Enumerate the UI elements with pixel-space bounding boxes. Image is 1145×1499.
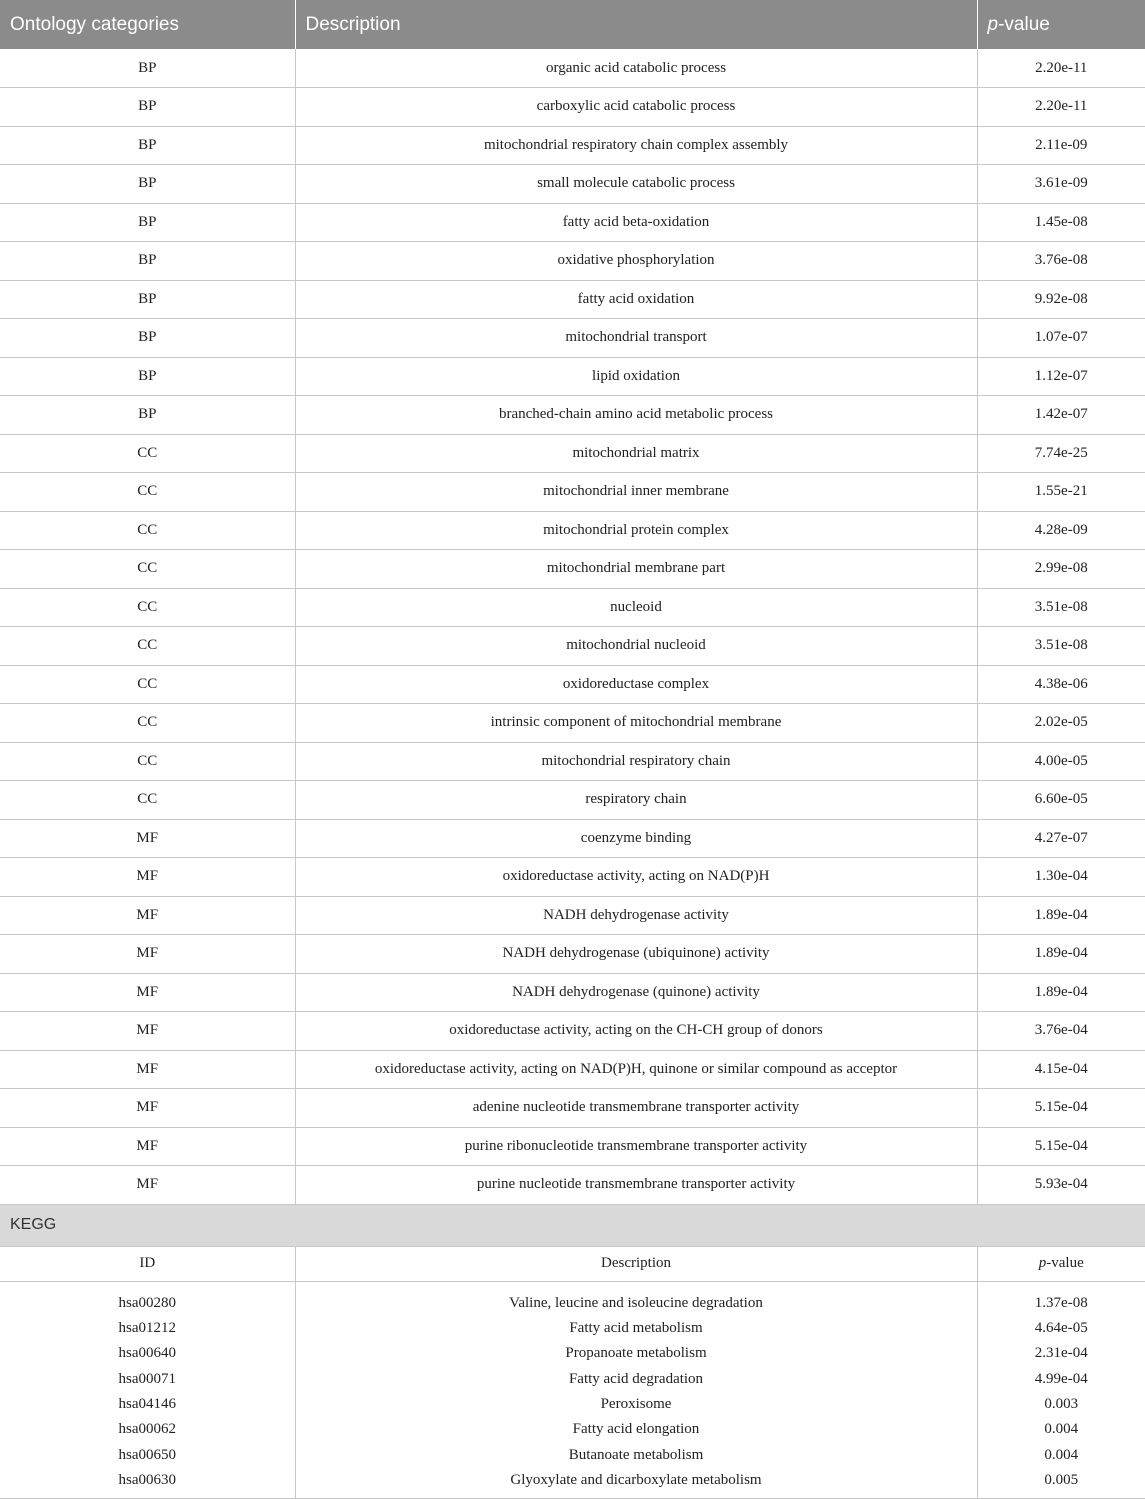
kegg-row (0, 1316, 1145, 1341)
table-row (0, 357, 1145, 396)
p-value-cell: 3.76e-04 (977, 1012, 1145, 1051)
p-value-cell: 3.51e-08 (977, 627, 1145, 666)
table-row (0, 550, 1145, 589)
p-value-cell: 1.07e-07 (977, 319, 1145, 358)
category-cell: BP (0, 126, 295, 165)
description-cell: mitochondrial inner membrane (295, 473, 977, 512)
kegg-id-cell: hsa04146 (0, 1392, 295, 1417)
description-cell: intrinsic component of mitochondrial membrane (295, 704, 977, 743)
category-cell: MF (0, 896, 295, 935)
description-cell: NADH dehydrogenase (ubiquinone) activity (295, 935, 977, 974)
category-cell: MF (0, 1127, 295, 1166)
p-value-cell: 6.60e-05 (977, 781, 1145, 820)
table-row (0, 896, 1145, 935)
kegg-row (0, 1442, 1145, 1467)
kegg-p-value-cell: 0.003 (1044, 1396, 1079, 1413)
category-cell: CC (0, 434, 295, 473)
kegg-description-cell: Fatty acid elongation (295, 1417, 977, 1442)
table-row (0, 203, 1145, 242)
kegg-p-value-cell: 0.005 (977, 1468, 1145, 1499)
kegg-p-value-cell: 4.99e-04 (1034, 1370, 1088, 1387)
category-cell: CC (0, 473, 295, 512)
category-cell: BP (0, 203, 295, 242)
kegg-id-cell: hsa00650 (0, 1442, 295, 1467)
category-cell: BP (0, 165, 295, 204)
category-cell: BP (0, 88, 295, 127)
category-cell: BP (0, 242, 295, 281)
p-value-cell: 1.89e-04 (977, 973, 1145, 1012)
category-cell: BP (0, 49, 295, 88)
category-cell: CC (0, 704, 295, 743)
table-row (0, 396, 1145, 435)
description-cell: coenzyme binding (295, 819, 977, 858)
kegg-description-cell: Peroxisome (295, 1392, 977, 1417)
description-cell: oxidoreductase complex (295, 665, 977, 704)
p-value-cell: 1.55e-21 (977, 473, 1145, 512)
kegg-description-cell: Fatty acid degradation (295, 1367, 977, 1392)
category-cell: MF (0, 1166, 295, 1205)
table-row (0, 1089, 1145, 1128)
table-row (0, 627, 1145, 666)
table-row (0, 742, 1145, 781)
header-row (0, 0, 1145, 49)
category-cell: MF (0, 1089, 295, 1128)
table-row (0, 88, 1145, 127)
table-row (0, 165, 1145, 204)
p-value-cell: 1.45e-08 (977, 203, 1145, 242)
category-cell: CC (0, 742, 295, 781)
kegg-description-cell: Glyoxylate and dicarboxylate metabolism (295, 1468, 977, 1499)
p-value-cell: 2.20e-11 (977, 49, 1145, 88)
kegg-description-cell: Butanoate metabolism (295, 1442, 977, 1467)
table-row (0, 280, 1145, 319)
description-cell: oxidoreductase activity, acting on NAD(P)H (295, 858, 977, 897)
category-cell: BP (0, 357, 295, 396)
kegg-description-cell: Fatty acid metabolism (295, 1316, 977, 1341)
kegg-rows-body (0, 1281, 1145, 1499)
kegg-header-description: Description (295, 1246, 977, 1281)
p-value-cell: 4.00e-05 (977, 742, 1145, 781)
kegg-header-row (0, 1246, 1145, 1281)
table-row (0, 858, 1145, 897)
header-p-letter: p (987, 13, 999, 35)
p-value-cell: 5.15e-04 (977, 1089, 1145, 1128)
kegg-row (0, 1468, 1145, 1499)
description-cell: nucleoid (295, 588, 977, 627)
category-cell: CC (0, 511, 295, 550)
description-cell: fatty acid beta-oxidation (295, 203, 977, 242)
kegg-header-p-suffix: -value (1046, 1255, 1084, 1271)
kegg-row (0, 1281, 1145, 1316)
p-value-cell: 5.93e-04 (977, 1166, 1145, 1205)
table-row (0, 473, 1145, 512)
table-row (0, 1127, 1145, 1166)
p-value-cell: 3.61e-09 (977, 165, 1145, 204)
description-cell: respiratory chain (295, 781, 977, 820)
kegg-description-cell: Propanoate metabolism (295, 1341, 977, 1366)
kegg-row (0, 1392, 1145, 1417)
kegg-row (0, 1367, 1145, 1392)
description-cell: mitochondrial protein complex (295, 511, 977, 550)
go-table-body (0, 49, 1145, 1204)
header-p-suffix: -value (998, 13, 1050, 35)
kegg-id-cell: hsa00280 (0, 1281, 295, 1316)
p-value-cell: 3.76e-08 (977, 242, 1145, 281)
p-value-cell: 1.30e-04 (977, 858, 1145, 897)
p-value-cell: 4.15e-04 (977, 1050, 1145, 1089)
kegg-id-cell: hsa00062 (0, 1417, 295, 1442)
p-value-cell: 2.20e-11 (977, 88, 1145, 127)
table-row (0, 1050, 1145, 1089)
table-row (0, 511, 1145, 550)
table-row (0, 665, 1145, 704)
category-cell: CC (0, 588, 295, 627)
kegg-row (0, 1341, 1145, 1366)
kegg-id-cell: hsa01212 (0, 1316, 295, 1341)
kegg-p-value-cell: 1.37e-08 (1034, 1295, 1088, 1312)
kegg-p-value-cell: 0.004 (1044, 1421, 1079, 1438)
kegg-section-label: KEGG (0, 1204, 1145, 1246)
table-row (0, 242, 1145, 281)
kegg-table-body (0, 1204, 1145, 1281)
p-value-cell: 1.42e-07 (977, 396, 1145, 435)
description-cell: NADH dehydrogenase activity (295, 896, 977, 935)
description-cell: mitochondrial nucleoid (295, 627, 977, 666)
table-row (0, 49, 1145, 88)
p-value-cell: 4.27e-07 (977, 819, 1145, 858)
p-value-cell: 5.15e-04 (977, 1127, 1145, 1166)
description-cell: mitochondrial membrane part (295, 550, 977, 589)
table-row (0, 434, 1145, 473)
p-value-cell: 4.28e-09 (977, 511, 1145, 550)
description-cell: small molecule catabolic process (295, 165, 977, 204)
p-value-cell: 7.74e-25 (977, 434, 1145, 473)
kegg-id-cell: hsa00630 (0, 1468, 295, 1499)
p-value-cell: 4.38e-06 (977, 665, 1145, 704)
description-cell: fatty acid oxidation (295, 280, 977, 319)
table-row (0, 819, 1145, 858)
description-cell: adenine nucleotide transmembrane transporter activity (295, 1089, 977, 1128)
p-value-cell: 2.11e-09 (977, 126, 1145, 165)
kegg-section-row (0, 1204, 1145, 1246)
description-cell: carboxylic acid catabolic process (295, 88, 977, 127)
category-cell: MF (0, 858, 295, 897)
kegg-id-cell: hsa00640 (0, 1341, 295, 1366)
table-row (0, 935, 1145, 974)
category-cell: MF (0, 973, 295, 1012)
header-p-value (977, 0, 1145, 49)
description-cell: purine ribonucleotide transmembrane transporter activity (295, 1127, 977, 1166)
kegg-description-cell: Valine, leucine and isoleucine degradation (295, 1281, 977, 1316)
header-ontology-categories: Ontology categories (0, 0, 295, 49)
category-cell: MF (0, 1050, 295, 1089)
p-value-cell: 1.89e-04 (977, 896, 1145, 935)
description-cell: branched-chain amino acid metabolic process (295, 396, 977, 435)
kegg-id-cell: hsa00071 (0, 1367, 295, 1392)
table-row (0, 319, 1145, 358)
header-description: Description (295, 0, 977, 49)
kegg-p-value-cell: 4.64e-05 (1034, 1320, 1088, 1337)
kegg-p-value-cell: 0.004 (1044, 1446, 1079, 1463)
table-row (0, 704, 1145, 743)
p-value-cell: 2.02e-05 (977, 704, 1145, 743)
kegg-p-value-cell: 2.31e-04 (1034, 1345, 1088, 1362)
category-cell: CC (0, 781, 295, 820)
category-cell: MF (0, 1012, 295, 1051)
category-cell: BP (0, 396, 295, 435)
table-row (0, 1166, 1145, 1205)
category-cell: BP (0, 280, 295, 319)
table-row (0, 973, 1145, 1012)
kegg-header-p-value (977, 1246, 1145, 1281)
kegg-header-p-letter: p (1038, 1255, 1047, 1271)
category-cell: BP (0, 319, 295, 358)
table-row (0, 126, 1145, 165)
category-cell: CC (0, 550, 295, 589)
description-cell: lipid oxidation (295, 357, 977, 396)
table-row (0, 588, 1145, 627)
description-cell: mitochondrial respiratory chain complex assembly (295, 126, 977, 165)
p-value-cell: 1.12e-07 (977, 357, 1145, 396)
description-cell: oxidoreductase activity, acting on NAD(P)H, quinone or similar compound as acceptor (295, 1050, 977, 1089)
p-value-cell: 9.92e-08 (977, 280, 1145, 319)
description-cell: oxidoreductase activity, acting on the CH-CH group of donors (295, 1012, 977, 1051)
category-cell: CC (0, 665, 295, 704)
description-cell: mitochondrial matrix (295, 434, 977, 473)
kegg-row (0, 1417, 1145, 1442)
description-cell: oxidative phosphorylation (295, 242, 977, 281)
p-value-cell: 3.51e-08 (977, 588, 1145, 627)
category-cell: MF (0, 935, 295, 974)
category-cell: MF (0, 819, 295, 858)
p-value-cell: 2.99e-08 (977, 550, 1145, 589)
table-row (0, 781, 1145, 820)
description-cell: mitochondrial transport (295, 319, 977, 358)
description-cell: purine nucleotide transmembrane transporter activity (295, 1166, 977, 1205)
p-value-cell: 1.89e-04 (977, 935, 1145, 974)
description-cell: mitochondrial respiratory chain (295, 742, 977, 781)
category-cell: CC (0, 627, 295, 666)
kegg-header-id: ID (0, 1246, 295, 1281)
description-cell: NADH dehydrogenase (quinone) activity (295, 973, 977, 1012)
table-row (0, 1012, 1145, 1051)
description-cell: organic acid catabolic process (295, 49, 977, 88)
